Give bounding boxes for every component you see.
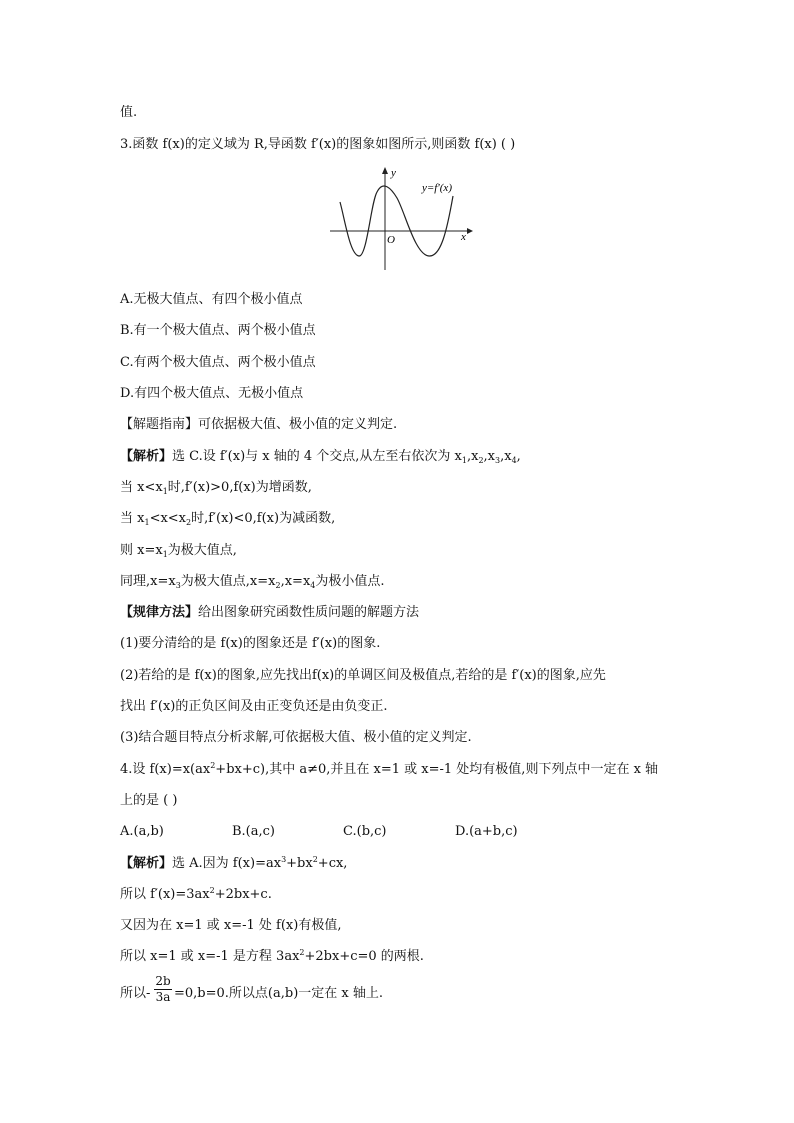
- sub: 2: [186, 518, 192, 527]
- text: 当 x<x: [120, 480, 163, 495]
- text: 时,f′(x)<0,f(x)为减函数,: [191, 511, 336, 526]
- fraction: [154, 974, 172, 1005]
- sub: 1: [162, 550, 168, 559]
- solution-2-line-4: [120, 948, 424, 966]
- solution-1-line-4: [120, 542, 237, 560]
- text: 为极小值点.: [315, 574, 385, 589]
- sub: 2: [478, 456, 484, 465]
- option-c: C.有两个极大值点、两个极小值点: [120, 355, 316, 370]
- text: 为极大值点,: [167, 543, 237, 558]
- sub: 4: [511, 456, 517, 465]
- text: +bx+c),其中 a≠0,并且在 x=1 或 x=-1 处均有极值,则下列点中一定在 x 轴: [215, 762, 659, 777]
- solution-1-line-3: [120, 510, 335, 528]
- q4-option-b: B.(a,c): [232, 824, 275, 839]
- derivative-graph: [325, 160, 475, 275]
- text: <x<x: [149, 511, 187, 526]
- option-b: B.有一个极大值点、两个极小值点: [120, 323, 316, 338]
- text: 时,f′(x)>0,f(x)为增函数,: [167, 480, 312, 495]
- method-title: [120, 604, 419, 622]
- text: +2bx+c=0 的两根.: [304, 949, 424, 964]
- sub: 3: [175, 581, 181, 590]
- q4-option-d: D.(a+b,c): [455, 824, 518, 839]
- solution-1-line-1: 【解析】选 C.设 f′(x)与 x 轴的 4 个交点,从左至右依次为 $x_1,x_2,x_3,x_4$,: [120, 449, 521, 465]
- sup: 2: [312, 855, 318, 864]
- solution-text: 选 C.设 f′(x)与 x 轴的 4 个交点,从左至右依次为 x: [172, 449, 462, 464]
- method-label: 【规律方法】: [120, 605, 199, 620]
- solution-2-line-1: [120, 855, 347, 873]
- sup: 2: [299, 948, 305, 957]
- question-3: 3.函数 f(x)的定义域为 R,导函数 f′(x)的图象如图所示,则函数 f(x) ( ): [120, 137, 516, 152]
- text: 当 x: [120, 511, 145, 526]
- question-4-line-1: [120, 761, 658, 779]
- text: +bx: [286, 856, 313, 871]
- hint-line: 【解题指南】可依据极大值、极小值的定义判定.: [120, 417, 398, 432]
- x-axis-label: x: [461, 231, 466, 243]
- solution-2-line-2: [120, 886, 272, 904]
- derivative-curve: [340, 186, 453, 256]
- method-3: (3)结合题目特点分析求解,可依据极大值、极小值的定义判定.: [120, 730, 472, 745]
- text: 选 A.因为 f(x)=ax: [172, 856, 282, 871]
- sub: 1: [144, 518, 150, 527]
- text: ,x=x: [280, 574, 311, 589]
- method-text: 给出图象研究函数性质问题的解题方法: [198, 605, 420, 620]
- sub: 1: [162, 487, 168, 496]
- sup: 3: [281, 855, 287, 864]
- sub: 1: [461, 456, 467, 465]
- text: 为极大值点,x=x: [180, 574, 276, 589]
- method-2-a: (2)若给的是 f(x)的图象,应先找出f(x)的单调区间及极值点,若给的是 f′(x)的图象,应先: [120, 668, 606, 683]
- fraction-denominator: 3a: [155, 990, 171, 1004]
- text: 同理,x=x: [120, 574, 176, 589]
- option-d: D.有四个极大值点、无极小值点: [120, 386, 304, 401]
- y-axis-arrow: [382, 167, 388, 174]
- text: 所以 x=1 或 x=-1 是方程 3ax: [120, 949, 300, 964]
- y-axis-label: y: [391, 167, 396, 179]
- solution-2-line-5a: 所以-: [120, 986, 151, 1001]
- fraction-numerator: 2b: [155, 974, 171, 988]
- solution-2-line-3: 又因为在 x=1 或 x=-1 处 f(x)有极值,: [120, 918, 342, 933]
- solution-1-line-5: [120, 573, 385, 591]
- x-axis-arrow: [467, 228, 473, 234]
- q4-option-a: A.(a,b): [120, 824, 164, 839]
- origin-label: O: [387, 234, 395, 246]
- sub: 4: [310, 581, 316, 590]
- sup: 2: [210, 761, 216, 770]
- sub: 3: [495, 456, 501, 465]
- option-a: A.无极大值点、有四个极小值点: [120, 292, 303, 307]
- text: +cx,: [317, 856, 348, 871]
- method-2-b: 找出 f′(x)的正负区间及由正变负还是由负变正.: [120, 699, 388, 714]
- sup: 2: [209, 886, 215, 895]
- text: +2bx+c.: [214, 887, 272, 902]
- method-1: (1)要分清给的是 f(x)的图象还是 f′(x)的图象.: [120, 636, 381, 651]
- solution-1-line-2: [120, 479, 312, 497]
- text-line-1: 值.: [120, 105, 138, 120]
- q4-option-c: C.(b,c): [343, 824, 387, 839]
- text: 则 x=x: [120, 543, 163, 558]
- solution-2-line-5b: =0,b=0.所以点(a,b)一定在 x 轴上.: [174, 986, 383, 1001]
- solution-label: 【解析】: [120, 856, 173, 871]
- solution-label: 【解析】: [120, 449, 173, 464]
- sub: 2: [275, 581, 281, 590]
- text: 4.设 f(x)=x(ax: [120, 762, 211, 777]
- text: 所以 f′(x)=3ax: [120, 887, 210, 902]
- question-4-line-2: 上的是 ( ): [120, 793, 178, 808]
- function-label: y=f′(x): [422, 182, 452, 194]
